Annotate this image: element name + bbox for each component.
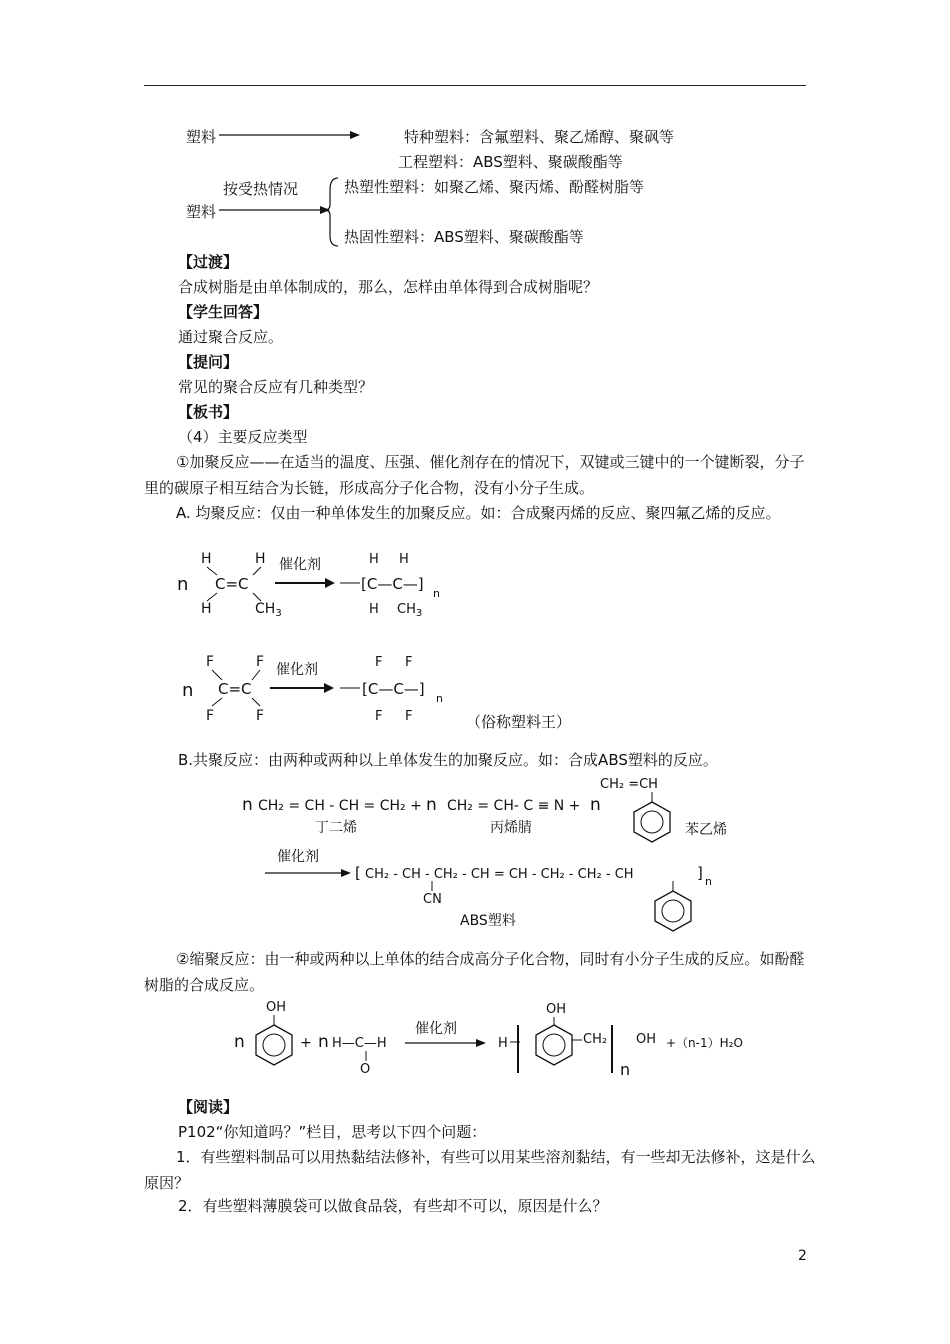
svg-text:CH₂: CH₂ — [583, 1032, 608, 1047]
svg-text:CH₂ =CH: CH₂ =CH — [600, 777, 658, 792]
svg-text:n: n — [318, 1032, 329, 1052]
page-number: 2 — [798, 1248, 807, 1264]
transition-text: 合成树脂是由单体制成的，那么，怎样由单体得到合成树脂呢？ — [178, 278, 599, 296]
svg-text:ABS塑料: ABS塑料 — [460, 913, 516, 929]
svg-text:H—C—H: H—C—H — [332, 1036, 387, 1051]
svg-text:F: F — [375, 655, 383, 670]
board-item: （4）主要反应类型 — [178, 428, 308, 446]
svg-text:]: ] — [697, 864, 703, 882]
svg-text:催化剂: 催化剂 — [277, 849, 319, 865]
svg-text:[C—C—]: [C—C—] — [362, 680, 425, 698]
abs-polymer-equation — [265, 845, 725, 935]
svg-text:n: n — [242, 795, 253, 815]
svg-text:n: n — [705, 875, 712, 888]
transition-heading: 【过渡】 — [178, 253, 239, 271]
svg-text:O: O — [360, 1062, 371, 1077]
svg-text:OH: OH — [636, 1032, 657, 1047]
read-heading: 【阅读】 — [178, 1098, 239, 1116]
svg-text:CH3: $CH_3$ — [397, 602, 423, 619]
svg-text:[: [ — [355, 864, 361, 882]
thermoset-item: 热固性塑料：ABS塑料、聚碳酸酯等 — [344, 228, 584, 246]
svg-text:H: H — [498, 1036, 508, 1051]
svg-text:CH₂ = CH - CH = CH₂ +: CH₂ = CH - CH = CH₂ + — [258, 798, 422, 814]
svg-text:n: n — [234, 1032, 245, 1052]
svg-text:丁二烯: 丁二烯 — [315, 820, 357, 836]
classification-bottom-label: 塑料 — [186, 203, 217, 221]
svg-text:CN: CN — [423, 892, 442, 907]
special-plastics: 特种塑料：含氟塑料、聚乙烯醇、聚砜等 — [404, 128, 675, 146]
ptfe-equation — [180, 650, 480, 730]
homopolymerization-paragraph: A. 均聚反应：仅由一种单体发生的加聚反应。如：合成聚丙烯的反应、聚四氟乙烯的反应。 — [176, 504, 781, 522]
svg-text:催化剂: 催化剂 — [415, 1021, 457, 1037]
svg-text:n: n — [182, 680, 194, 701]
svg-text:C=C: C=C — [215, 575, 249, 593]
svg-text:+: + — [300, 1035, 312, 1051]
svg-text:CH₂ = CH- C ≡ N +: CH₂ = CH- C ≡ N + — [447, 798, 581, 814]
answer-text: 通过聚合反应。 — [178, 328, 284, 346]
condensation-paragraph: ②缩聚反应：由一种或两种以上单体的结合成高分子化合物，同时有小分子生成的反应。如酚醛树脂的合成反应。 — [144, 950, 805, 994]
svg-text:H: H — [201, 551, 212, 567]
svg-text:n: n — [433, 587, 440, 600]
svg-text:催化剂: 催化剂 — [276, 662, 318, 678]
svg-text:F: F — [206, 708, 215, 724]
copolymerization-paragraph: B.共聚反应：由两种或两种以上单体发生的加聚反应。如：合成ABS塑料的反应。 — [178, 751, 718, 769]
svg-text:F: F — [405, 709, 413, 724]
svg-text:CH₂ - CH - CH₂ - CH = CH - CH₂: CH₂ - CH - CH₂ - CH = CH - CH₂ - CH₂ - CH — [365, 867, 634, 882]
phenolic-resin-equation — [230, 995, 770, 1085]
by-heat-label: 按受热情况 — [223, 180, 299, 198]
engineering-plastics: 工程塑料：ABS塑料、聚碳酸酯等 — [398, 153, 623, 171]
svg-text:F: F — [405, 655, 413, 670]
answer-heading: 【学生回答】 — [178, 303, 269, 321]
svg-text:丙烯腈: 丙烯腈 — [490, 820, 532, 836]
svg-text:H: H — [369, 602, 379, 617]
svg-text:C=C: C=C — [218, 680, 252, 698]
polypropylene-equation — [175, 545, 495, 625]
question-heading: 【提问】 — [178, 353, 239, 371]
svg-text:H: H — [255, 551, 266, 567]
question-2: 2．有些塑料薄膜袋可以做食品袋，有些却不可以，原因是什么？ — [178, 1197, 608, 1215]
svg-text:H: H — [399, 552, 409, 567]
read-text: P102“你知道吗？”栏目，思考以下四个问题： — [178, 1123, 487, 1141]
svg-text:H: H — [369, 552, 379, 567]
svg-text:n: n — [426, 795, 437, 815]
svg-text:F: F — [375, 709, 383, 724]
svg-text:OH: OH — [546, 1002, 567, 1017]
svg-text:F: F — [256, 654, 265, 670]
svg-text:n: n — [436, 692, 443, 705]
svg-text:n: n — [177, 574, 189, 595]
svg-text:F: F — [206, 654, 215, 670]
svg-text:苯乙烯: 苯乙烯 — [685, 822, 727, 838]
svg-text:F: F — [256, 708, 265, 724]
addition-paragraph: ①加聚反应——在适当的温度、压强、催化剂存在的情况下，双键或三键中的一个键断裂，分子里的碳原子相互结合为长链，形成高分子化合物，没有小分子生成。 — [144, 453, 805, 497]
classification-top-label: 塑料 — [186, 128, 217, 146]
svg-text:CH3: $CH_3$ — [255, 601, 282, 619]
svg-text:+（n-1）H₂O: +（n-1）H₂O — [666, 1036, 743, 1050]
svg-text:H: H — [201, 601, 212, 617]
question-1: 1．有些塑料制品可以用热黏结法修补，有些可以用某些溶剂黏结，有一些却无法修补，这是什么原因？ — [144, 1148, 816, 1192]
question-text: 常见的聚合反应有几种类型？ — [178, 378, 374, 396]
svg-text:n: n — [590, 795, 601, 815]
thermoplastic-item: 热塑性塑料：如聚乙烯、聚丙烯、酚醛树脂等 — [344, 178, 645, 196]
svg-text:n: n — [620, 1060, 631, 1079]
svg-text:催化剂: 催化剂 — [279, 557, 321, 573]
ptfe-note: （俗称塑料王） — [466, 713, 572, 731]
svg-text:OH: OH — [266, 1000, 287, 1015]
svg-text:[C—C—]: [C—C—] — [361, 575, 424, 593]
board-heading: 【板书】 — [178, 403, 239, 421]
